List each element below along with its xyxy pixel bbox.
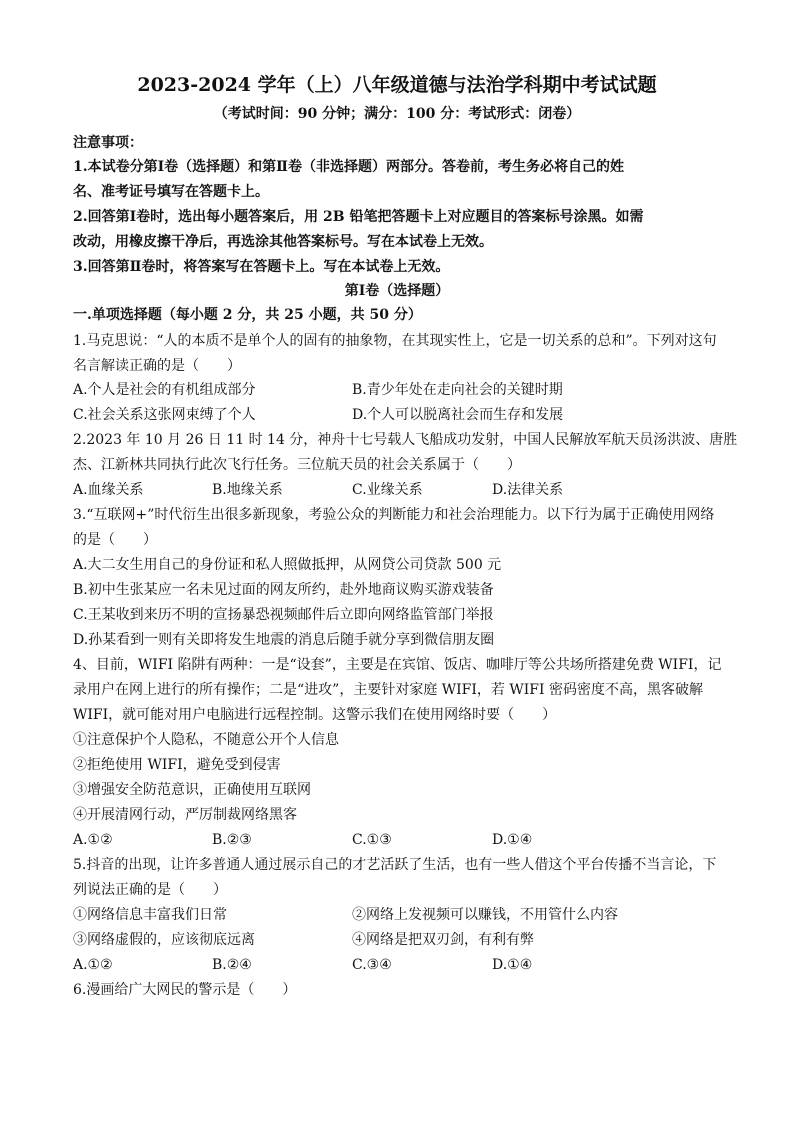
- notes-line: 1.本试卷分第Ⅰ卷（选择题）和第Ⅱ卷（非选择题）两部分。答卷前，考生务必将自己的姓: [73, 159, 624, 175]
- question-5-item: ④网络是把双刃剑，有利有弊: [352, 932, 534, 948]
- question-4-stem: 录用户在网上进行的所有操作；二是“进攻”，主要针对家庭 WIFI，若 WIFI 密码密度不高，黑客破解: [73, 682, 703, 698]
- notes-line: 名、准考证号填写在答题卡上。: [73, 184, 269, 200]
- section-title: 第Ⅰ卷（选择题）: [344, 283, 450, 299]
- question-1-stem: 1.马克思说：“人的本质不是单个人的固有的抽象物，在其现实性上，它是一切关系的总和”。下列对这句: [73, 333, 717, 349]
- question-4-option-a: A.①②: [73, 832, 113, 848]
- question-5-item: ③网络虚假的，应该彻底远离: [73, 932, 255, 948]
- question-3-stem: 的是（ ）: [73, 532, 157, 548]
- question-3-stem: 3.“互联网+”时代衍生出很多新现象，考验公众的判断能力和社会治理能力。以下行为属于正确使用网络: [73, 507, 715, 523]
- question-5-option-a: A.①②: [73, 957, 113, 973]
- notes-heading: 注意事项：: [73, 135, 143, 151]
- question-1-option-b: B.青少年处在走向社会的关键时期: [352, 382, 563, 398]
- question-2-stem: 杰、江新林共同执行此次飞行任务。三位航天员的社会关系属于（ ）: [73, 457, 521, 473]
- question-4-option-d: D.①④: [492, 832, 533, 848]
- notes-line: 2.回答第Ⅰ卷时，选出每小题答案后，用 2B 铅笔把答题卡上对应题目的答案标号涂黑。如需: [73, 209, 644, 225]
- question-4-stem: 4、目前，WIFI 陷阱有两种：一是“设套”，主要是在宾馆、饭店、咖啡厅等公共场所搭建免费 WIFI，记: [73, 657, 722, 673]
- exam-subtitle: （考试时间：90 分钟；满分：100 分：考试形式：闭卷）: [213, 106, 581, 122]
- question-3-option-d: D.孙某看到一则有关即将发生地震的消息后随手就分享到微信朋友圈: [73, 632, 495, 648]
- question-2-option-d: D.法律关系: [492, 482, 564, 498]
- question-2-option-c: C.业缘关系: [352, 482, 423, 498]
- notes-line: 改动，用橡皮擦干净后，再选涂其他答案标号。写在本试卷上无效。: [73, 234, 493, 250]
- question-4-stem: WIFI，就可能对用户电脑进行远程控制。这警示我们在使用网络时要（ ）: [73, 707, 557, 723]
- question-1-stem: 名言解读正确的是（ ）: [73, 358, 241, 374]
- question-1-option-c: C.社会关系这张网束缚了个人: [73, 407, 256, 423]
- exam-title: 2023-2024 学年（上）八年级道德与法治学科期中考试试题: [137, 74, 657, 96]
- question-4-option-c: C.①③: [352, 832, 392, 848]
- question-4-item: ④开展清网行动，严厉制裁网络黑客: [73, 807, 297, 823]
- question-6-stem: 6.漫画给广大网民的警示是（ ）: [73, 982, 297, 998]
- question-4-item: ③增强安全防范意识，正确使用互联网: [73, 782, 311, 798]
- question-3-option-c: C.王某收到来历不明的宣扬暴恐视频邮件后立即向网络监管部门举报: [73, 607, 494, 623]
- question-5-item: ②网络上发视频可以赚钱，不用管什么内容: [352, 907, 618, 923]
- question-4-item: ①注意保护个人隐私，不随意公开个人信息: [73, 732, 339, 748]
- question-4-item: ②拒绝使用 WIFI，避免受到侵害: [73, 757, 281, 773]
- question-5-stem: 5.抖音的出现，让许多普通人通过展示自己的才艺活跃了生活，也有一些人借这个平台传播不当言论，下: [73, 857, 717, 873]
- section-part-heading: 一.单项选择题（每小题 2 分，共 25 小题，共 50 分）: [73, 307, 422, 323]
- question-3-option-a: A.大二女生用自己的身份证和私人照做抵押，从网贷公司贷款 500 元: [73, 557, 502, 573]
- question-5-option-d: D.①④: [492, 957, 533, 973]
- question-2-option-b: B.地缘关系: [212, 482, 283, 498]
- question-5-option-b: B.②④: [212, 957, 252, 973]
- question-5-option-c: C.③④: [352, 957, 392, 973]
- question-2-stem: 2.2023 年 10 月 26 日 11 时 14 分，神舟十七号载人飞船成功发射，中国人民解放军航天员汤洪波、唐胜: [73, 432, 738, 448]
- notes-line: 3.回答第Ⅱ卷时，将答案写在答题卡上。写在本试卷上无效。: [73, 259, 450, 275]
- question-4-option-b: B.②③: [212, 832, 252, 848]
- question-1-option-d: D.个人可以脱离社会而生存和发展: [352, 407, 564, 423]
- question-3-option-b: B.初中生张某应一名未见过面的网友所约，赴外地商议购买游戏装备: [73, 582, 494, 598]
- question-5-item: ①网络信息丰富我们日常: [73, 907, 227, 923]
- question-2-option-a: A.血缘关系: [73, 482, 144, 498]
- question-5-stem: 列说法正确的是（ ）: [73, 882, 227, 898]
- question-1-option-a: A.个人是社会的有机组成部分: [73, 382, 256, 398]
